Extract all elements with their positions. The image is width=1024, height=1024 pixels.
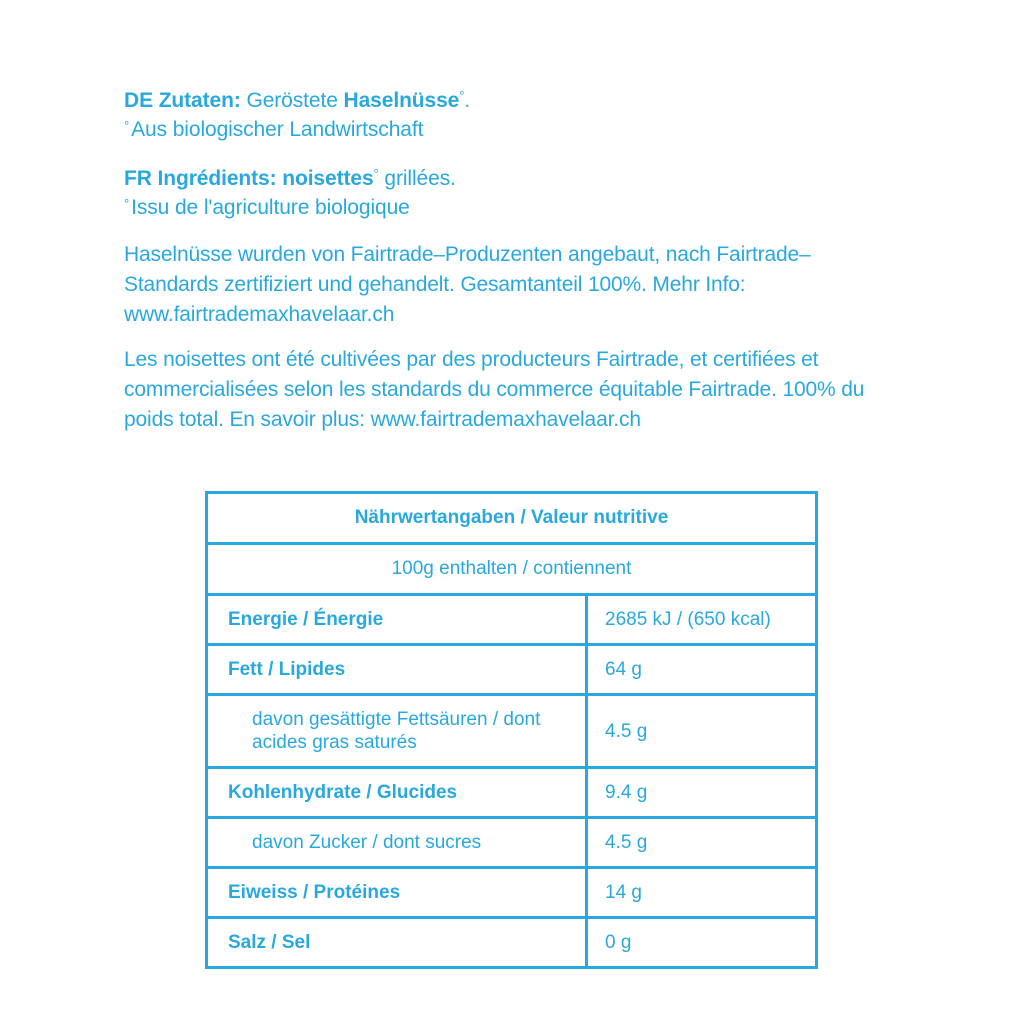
nutrient-label: Fett / Lipides (208, 646, 588, 693)
ingredients-fr (124, 164, 914, 222)
ingredients-fr-footnote: Issu de l'agriculture biologique (131, 196, 410, 219)
degree-symbol-icon: ° (124, 196, 130, 212)
ingredients-de-footnote: Aus biologischer Landwirtschaft (131, 118, 424, 141)
nutrient-value: 14 g (605, 882, 642, 903)
table-row (208, 646, 815, 696)
nutrition-basis-row (208, 545, 815, 596)
nutrient-value: 4.5 g (605, 832, 648, 853)
degree-symbol-icon: ° (459, 87, 465, 103)
ingredients-de-text-before: Geröstete (240, 89, 344, 112)
nutrient-label: Eiweiss / Protéines (208, 869, 588, 916)
nutrient-label: Salz / Sel (208, 919, 588, 966)
nutrient-label: Kohlenhydrate / Glucides (208, 769, 588, 816)
ingredients-de-lead: DE Zutaten: (124, 89, 241, 112)
nutrient-value: 4.5 g (605, 720, 648, 742)
ingredients-de-footnote-line (124, 115, 914, 144)
fairtrade-statement-de (124, 240, 894, 330)
ingredients-de (124, 86, 914, 144)
nutrient-value: 2685 kJ / (650 kcal) (605, 609, 771, 630)
fairtrade-fr-text: Les noisettes ont été cultivées par des producteurs Fairtrade, et certifiées et commercialisées selon les standards du commerce équitable Fairtrade. 100% du poids total. En savoir plus: www.fairtrademaxhavelaar.ch (124, 348, 865, 431)
fairtrade-de-text: Haselnüsse wurden von Fairtrade–Produzenten angebaut, nach Fairtrade–Standards zertifiziert und gehandelt. Gesamtanteil 100%. Mehr Info: www.fairtrademaxhavelaar.ch (124, 243, 811, 326)
nutrition-table (205, 491, 818, 969)
table-row (208, 869, 815, 919)
ingredients-section (124, 86, 914, 242)
ingredients-fr-lead: FR Ingrédients: noisettes (124, 167, 374, 190)
ingredients-fr-line (124, 164, 914, 193)
nutrition-basis: 100g enthalten / contiennent (391, 558, 632, 579)
fairtrade-statement-fr (124, 345, 894, 435)
table-row (208, 596, 815, 646)
table-row (208, 769, 815, 819)
ingredients-de-text-after: . (464, 89, 471, 112)
table-row (208, 819, 815, 869)
nutrient-label: davon Zucker / dont sucres (208, 819, 588, 866)
degree-symbol-icon: ° (373, 165, 379, 181)
ingredients-fr-text-after: grillées. (378, 167, 456, 190)
nutrient-value: 9.4 g (605, 782, 648, 803)
ingredients-de-highlight: Haselnüsse (343, 89, 460, 112)
ingredients-fr-footnote-line (124, 193, 914, 222)
nutrient-label: davon gesättigte Fettsäuren / dont acides gras saturés (208, 696, 588, 766)
nutrient-label: Energie / Énergie (208, 596, 588, 643)
nutrition-title-row (208, 494, 815, 545)
nutrition-title: Nährwertangaben / Valeur nutritive (354, 507, 669, 528)
nutrient-value: 0 g (605, 932, 632, 953)
nutrient-value: 64 g (605, 659, 642, 680)
ingredients-de-line (124, 86, 914, 115)
table-row (208, 696, 815, 769)
table-row (208, 919, 815, 966)
degree-symbol-icon: ° (124, 118, 130, 134)
